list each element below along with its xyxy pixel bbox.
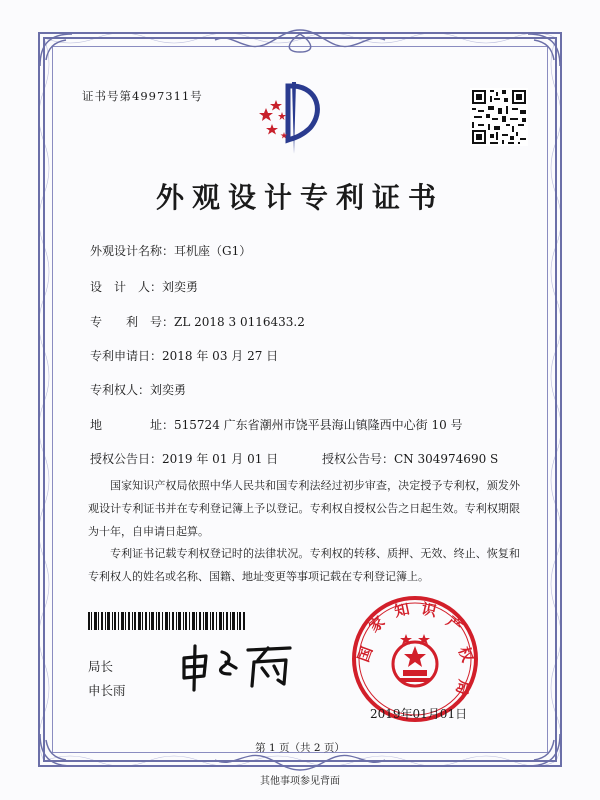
footer-note: 其他事项参见背面: [260, 776, 340, 787]
svg-text:知: 知: [392, 599, 412, 621]
field-design-name: [90, 242, 251, 259]
field-address: [90, 416, 463, 433]
svg-text:权: 权: [454, 644, 477, 665]
field-label: 地 址：: [90, 418, 175, 432]
svg-text:国: 国: [354, 644, 377, 665]
svg-text:家: 家: [365, 612, 389, 636]
qr-code: [470, 88, 528, 146]
director-name: 申长雨: [88, 683, 126, 698]
field-label: 专利权人：: [90, 383, 151, 397]
certificate-title: 外观设计专利证书: [155, 181, 444, 214]
field-patent-number: [90, 313, 305, 330]
field-value: 刘奕勇: [150, 383, 187, 397]
field-label: 设 计 人：: [90, 280, 163, 294]
svg-text:识: 识: [419, 599, 439, 621]
director-signature: [178, 640, 298, 692]
field-grant-number: 授权公告号：CN 304974690 S: [322, 452, 499, 466]
field-label: 外观设计名称：: [90, 244, 175, 258]
field-value: 耳机座（G1）: [174, 244, 252, 258]
field-label: 专 利 号：: [90, 315, 175, 329]
field-application-date: [90, 347, 278, 364]
seal-date: 2019年01月01日: [370, 707, 468, 721]
field-designer: [90, 278, 198, 295]
field-value: 刘奕勇: [162, 280, 199, 294]
field-grant-date: [90, 450, 278, 467]
page-number: 第 1 页（共 2 页）: [255, 742, 345, 754]
certificate-number: 证书号第4997311号: [82, 89, 203, 103]
svg-text:局: 局: [452, 677, 474, 697]
field-value: 2019 年 01 月 01 日: [162, 452, 279, 466]
director-title: 局长: [88, 659, 114, 674]
body-paragraph: 国家知识产权局依照中华人民共和国专利法经过初步审查，决定授予专利权，颁发外观设计专利证书并在专利登记簿上予以登记。专利权自授权公告之日起生效。专利权期限为十年，自申请日起算。: [88, 479, 520, 538]
field-label: 授权公告日：: [90, 452, 163, 466]
field-value: 2018 年 03 月 27 日: [162, 349, 279, 363]
barcode: [88, 612, 246, 630]
field-patentee: [90, 381, 186, 398]
field-value: ZL 2018 3 0116433.2: [174, 315, 305, 329]
cnipa-logo-icon: [258, 78, 328, 156]
svg-text:产: 产: [442, 612, 466, 636]
field-label: 专利申请日：: [90, 349, 163, 363]
field-value: 515724 广东省潮州市饶平县海山镇隆西中心街 10 号: [174, 418, 463, 432]
body-paragraph: 专利证书记载专利权登记时的法律状况。专利权的转移、质押、无效、终止、恢复和专利权人的姓名或名称、国籍、地址变更等事项记载在专利登记簿上。: [88, 547, 520, 583]
